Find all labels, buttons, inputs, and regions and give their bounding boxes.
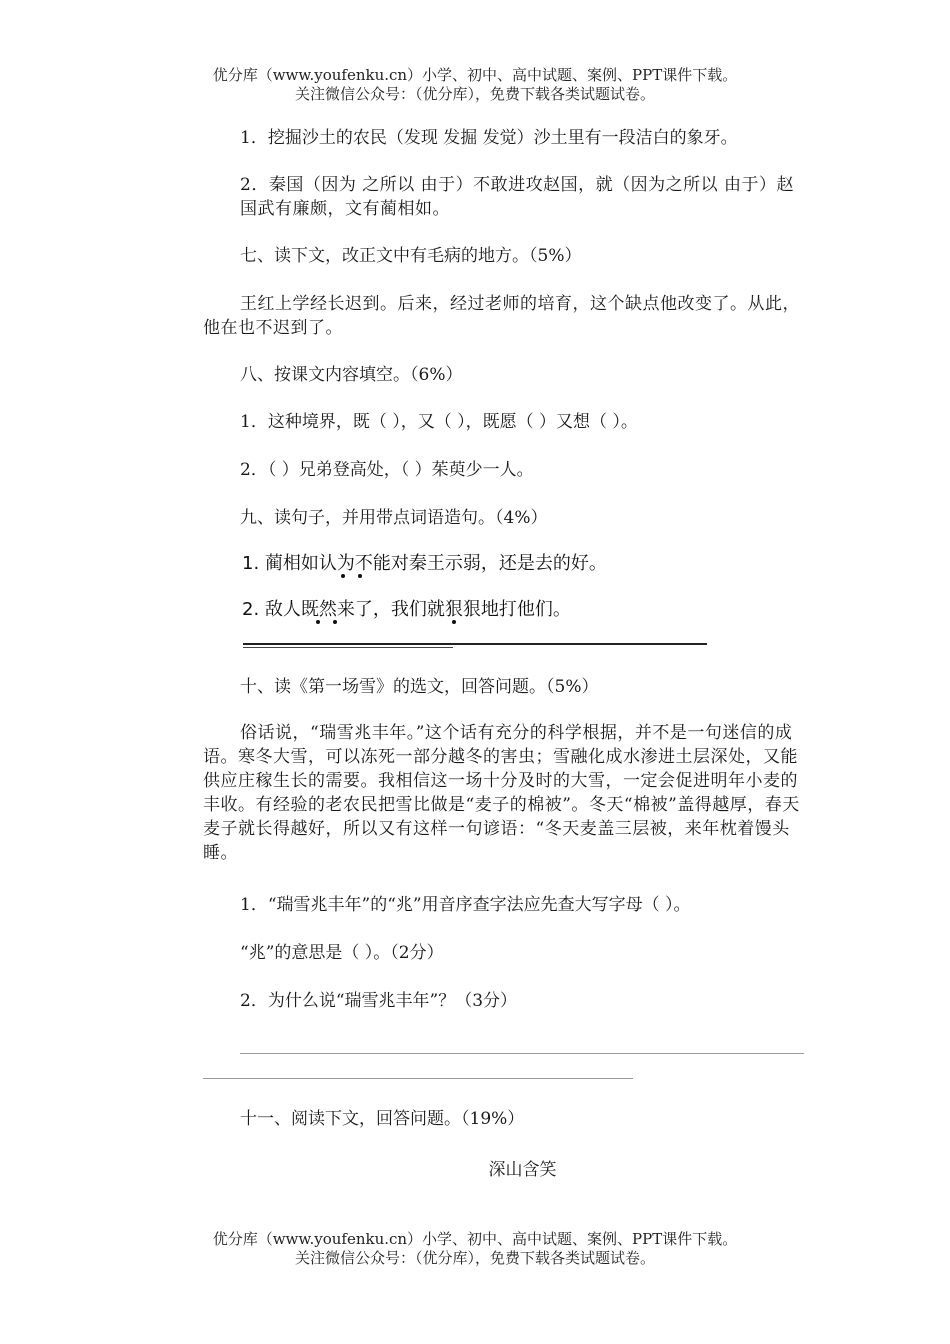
section8-question-2: 2．（ ）兄弟登高处，（ ）茱萸少一人。 xyxy=(240,460,534,480)
section8-title: 八、按课文内容填空。（6%） xyxy=(240,365,463,385)
section11-title: 十一、阅读下文，回答问题。（19%） xyxy=(240,1109,525,1129)
section9-sentence-1: 1. 蔺相如认为不能对秦王示弱，还是去的好。 xyxy=(242,553,607,574)
section9-sentence-2: 2. 敌人既然来了，我们就狠狠地打他们。 xyxy=(242,599,571,620)
answer-line xyxy=(243,647,453,648)
section9-title: 九、读句子，并用带点词语造句。（4%） xyxy=(240,508,548,528)
section10-title: 十、读《第一场雪》的选文，回答问题。（5%） xyxy=(240,677,599,697)
header-line-1: 优分库（www.youfenku.cn）小学、初中、高中试题、案例、PPT课件下载。 xyxy=(212,66,738,84)
header-line-2: 关注微信公众号：（优分库），免费下载各类试题试卷。 xyxy=(294,85,655,103)
answer-line xyxy=(203,1078,633,1079)
section6-question-1: 1．挖掘沙土的农民（发现 发掘 发觉）沙土里有一段洁白的象牙。 xyxy=(240,128,738,148)
emphasis-dot xyxy=(341,574,345,578)
page-footer xyxy=(0,1230,950,1268)
section10-question-2: 2．为什么说“瑞雪兆丰年”？（3分） xyxy=(240,991,518,1011)
section10-question-1b: “兆”的意思是（ ）。（2分） xyxy=(240,943,444,963)
section7-title: 七、读下文，改正文中有毛病的地方。（5%） xyxy=(240,246,582,266)
page-header xyxy=(0,66,950,104)
answer-line xyxy=(243,643,707,645)
answer-line xyxy=(240,1053,804,1054)
section6-question-2 xyxy=(240,173,803,221)
emphasis-dot xyxy=(316,620,320,624)
emphasis-dot xyxy=(452,620,456,624)
section6-question-2-text: 2．秦国（因为 之所以 由于）不敢进攻赵国，就（因为之所以 由于）赵国武有廉颇，文有蔺相如。 xyxy=(240,175,795,219)
section7-text: 王红上学经长迟到。后来，经过老师的培育，这个缺点他改变了。从此，他在也不迟到了。 xyxy=(203,294,800,338)
section10-passage: 俗话说，“瑞雪兆丰年。”这个话有充分的科学根据，并不是一句迷信的成语。寒冬大雪，可以冻死一部分越冬的害虫；雪融化成水渗进土层深处，又能供应庄稼生长的需要。我相信这一场十分及时的大雪，一定会促进明年小麦的丰收。有经验的老农民把雪比做是“麦子的棉被”。冬天“棉被”盖得越厚，春天麦子就长得越好，所以又有这样一句谚语：“冬天麦盖三层被，来年枕着馒头睡。 xyxy=(203,723,800,863)
article-title: 深山含笑 xyxy=(488,1160,557,1180)
section10-question-1: 1．“瑞雪兆丰年”的“兆”用音序查字法应先查大写字母（ ）。 xyxy=(240,895,691,915)
emphasis-dot xyxy=(358,574,362,578)
footer-line-2: 关注微信公众号：（优分库），免费下载各类试题试卷。 xyxy=(294,1249,655,1267)
section8-question-1: 1．这种境界，既（ ），又（ ），既愿（ ）又想（ ）。 xyxy=(240,412,638,432)
footer-line-1: 优分库（www.youfenku.cn）小学、初中、高中试题、案例、PPT课件下载。 xyxy=(212,1230,738,1248)
emphasis-dot xyxy=(333,620,337,624)
